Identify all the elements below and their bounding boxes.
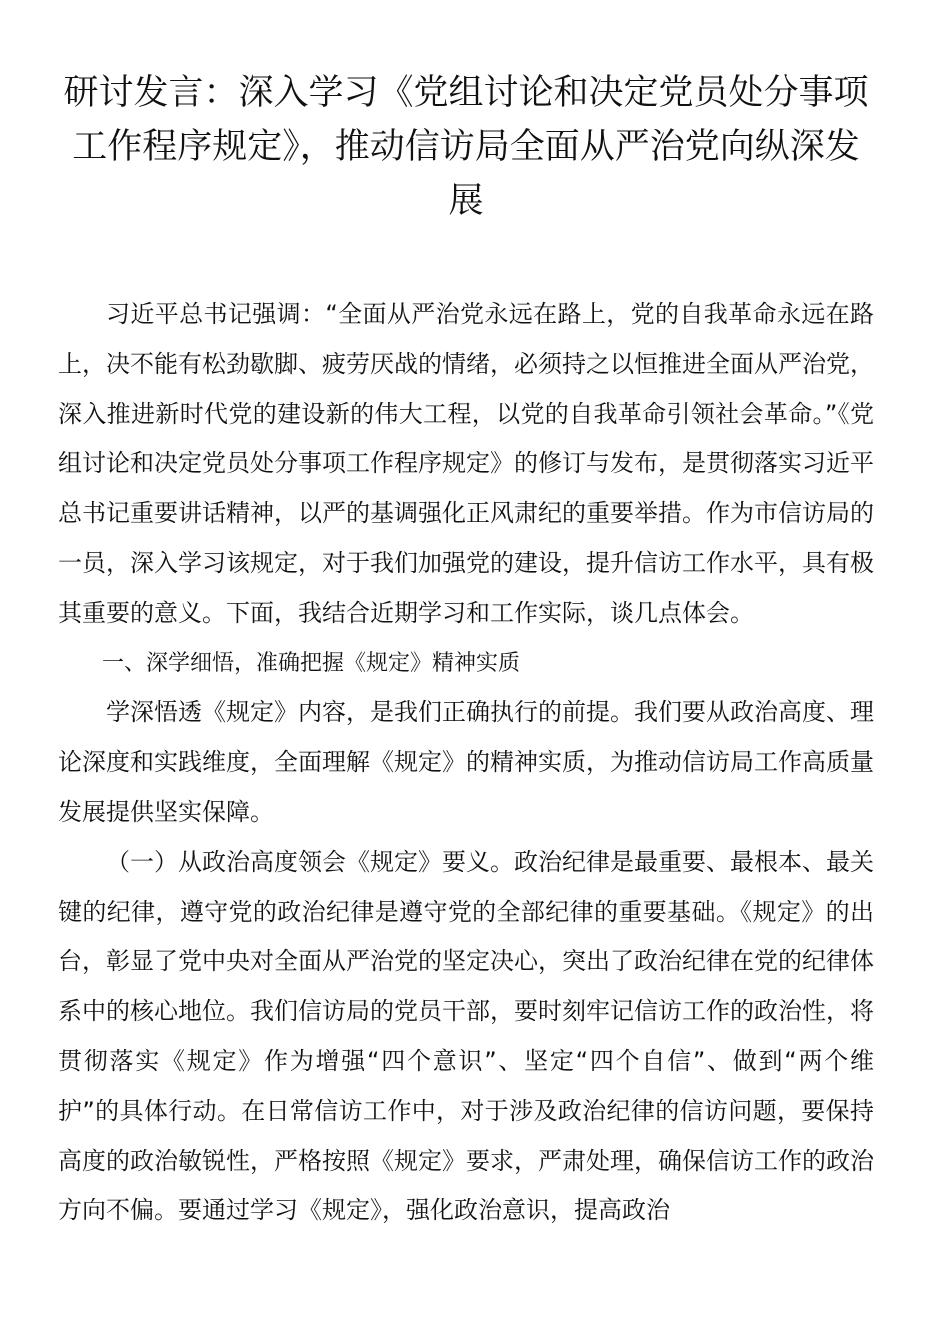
- intro-paragraph: 习近平总书记强调：“全面从严治党永远在路上，党的自我革命永远在路上，决不能有松劲歇脚、疲劳厌战的情绪，必须持之以恒推进全面从严治党，深入推进新时代党的建设新的伟大工程，以党的自我革命引领社会革命。”《党组讨论和决定党员处分事项工作程序规定》的修订与发布，是贯彻落实习近平总书记重要讲话精神，以严的基调强化正风肃纪的重要举措。作为市信访局的一员，深入学习该规定，对于我们加强党的建设，提升信访工作水平，具有极其重要的意义。下面，我结合近期学习和工作实际，谈几点体会。: [58, 300, 874, 627]
- subsection-1-paragraph: （一）从政治高度领会《规定》要义。政治纪律是最重要、最根本、最关键的纪律，遵守党的政治纪律是遵守党的全部纪律的重要基础。《规定》的出台，彰显了党中央对全面从严治党的坚定决心，突出了政治纪律在党的纪律体系中的核心地位。我们信访局的党员干部，要时刻牢记信访工作的政治性，将贯彻落实《规定》作为增强“四个意识”、坚定“四个自信”、做到“两个维护”的具体行动。在日常信访工作中，对于涉及政治纪律的信访问题，要保持高度的政治敏锐性，严格按照《规定》要求，严肃处理，确保信访工作的政治方向不偏。要通过学习《规定》，强化政治意识，提高政治: [58, 847, 874, 1225]
- section-heading-1: 一、深学细悟，准确把握《规定》精神实质: [102, 650, 521, 676]
- section-1-intro-paragraph: 学深悟透《规定》内容，是我们正确执行的前提。我们要从政治高度、理论深度和实践维度，全面理解《规定》的精神实质，为推动信访局工作高质量发展提供坚实保障。: [58, 698, 874, 826]
- document-title: 研讨发言：深入学习《党组讨论和决定党员处分事项工作程序规定》，推动信访局全面从严治党向纵深发展: [63, 73, 869, 221]
- document-body: [58, 290, 874, 1236]
